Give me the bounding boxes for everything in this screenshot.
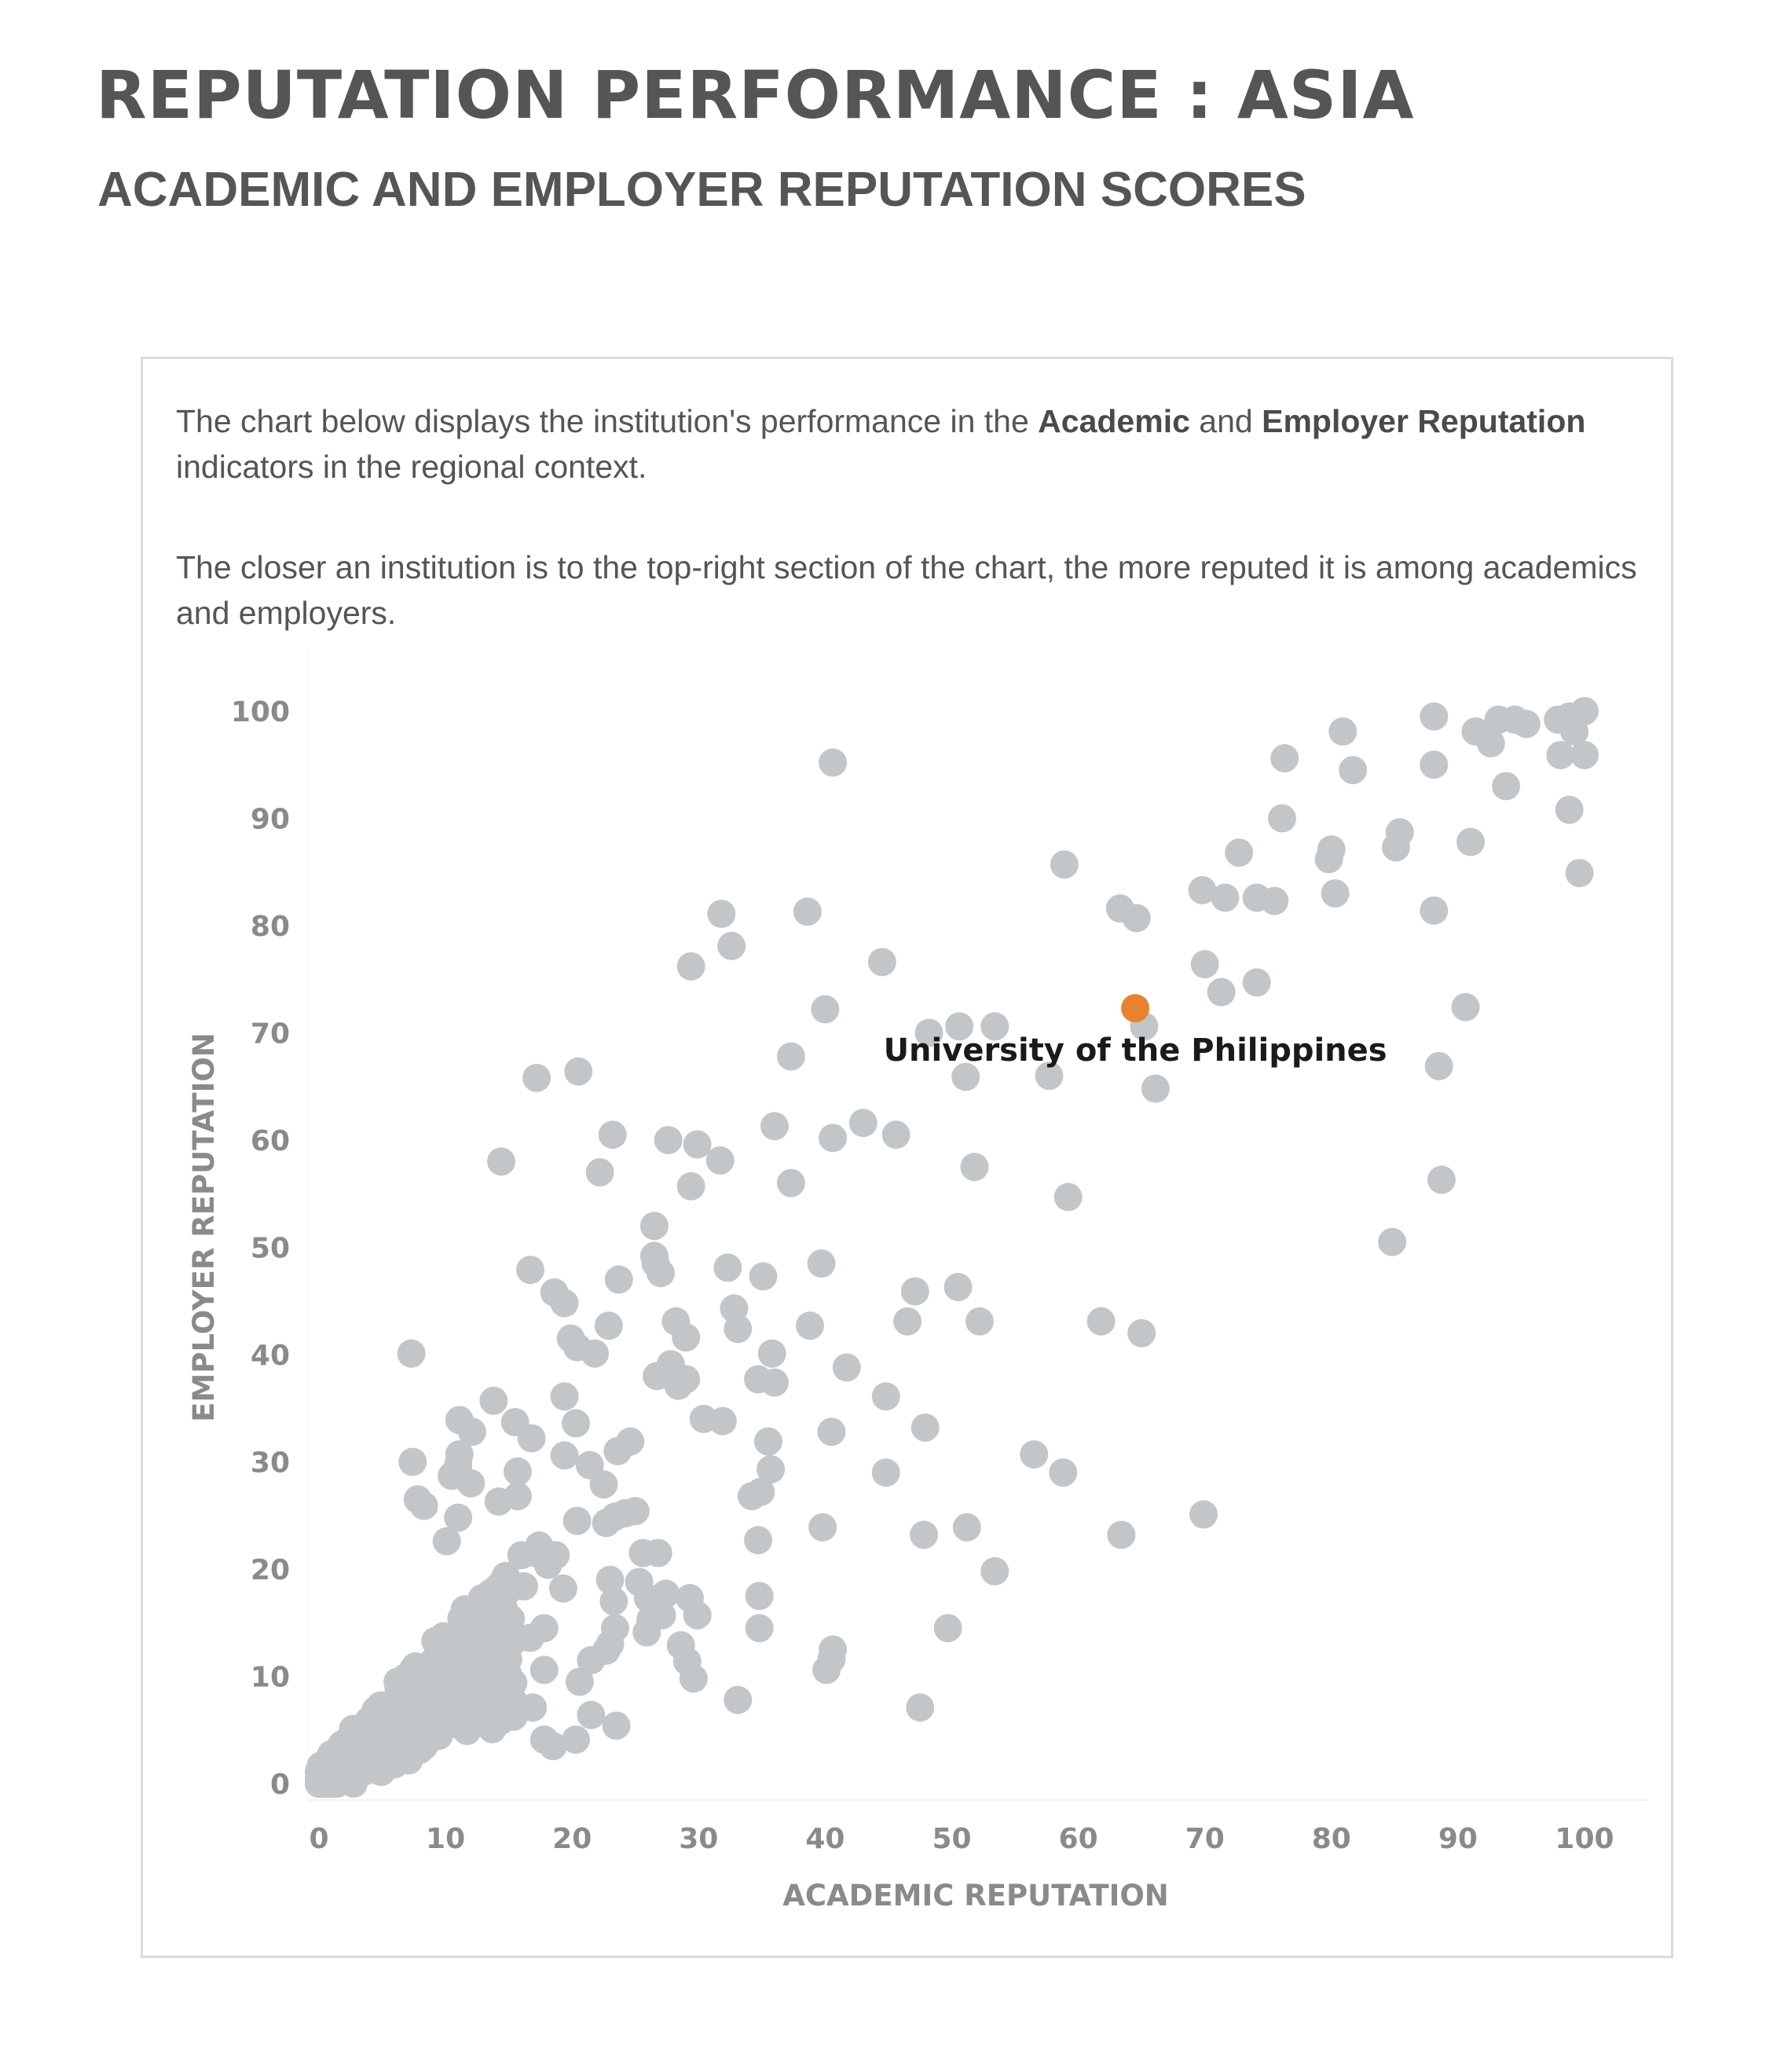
y-tick-label: 60 (250, 1125, 290, 1157)
data-point (910, 1520, 938, 1549)
y-axis-label: EMPLOYER REPUTATION (187, 1032, 221, 1422)
data-point (628, 1539, 657, 1568)
data-point (760, 1112, 789, 1140)
data-point (470, 1668, 498, 1696)
data-point (819, 1635, 847, 1663)
data-point (1321, 879, 1350, 908)
data-point (1566, 859, 1594, 887)
data-point (522, 1064, 551, 1092)
data-point (717, 932, 746, 960)
data-point (640, 1212, 669, 1240)
data-point (1386, 818, 1414, 846)
data-point (387, 1695, 416, 1723)
y-tick-label: 80 (250, 911, 290, 943)
x-tick-label: 10 (426, 1823, 466, 1855)
description-text: and (1189, 403, 1262, 439)
data-point (1555, 796, 1584, 824)
data-point (849, 1109, 878, 1137)
y-axis-ticks (231, 696, 290, 1801)
data-point (485, 1571, 513, 1600)
data-point (817, 1417, 845, 1446)
data-point (551, 1441, 579, 1469)
data-point (504, 1458, 532, 1486)
data-point (447, 1604, 475, 1633)
data-point (672, 1323, 700, 1351)
data-point (793, 897, 822, 926)
data-point (625, 1568, 654, 1596)
data-point (410, 1491, 438, 1520)
data-point (504, 1482, 532, 1510)
data-point (418, 1662, 446, 1690)
data-point (551, 1289, 579, 1317)
data-point (672, 1365, 700, 1393)
data-point (311, 1753, 339, 1781)
x-tick-label: 60 (1058, 1823, 1098, 1855)
data-point (960, 1153, 988, 1181)
x-tick-label: 20 (552, 1823, 592, 1855)
highlight-label: University of the Philippines (883, 1032, 1387, 1069)
data-point (1546, 741, 1574, 769)
data-point (833, 1353, 861, 1381)
data-point (412, 1686, 440, 1714)
data-point (605, 1265, 633, 1293)
data-point (390, 1721, 419, 1749)
y-tick-label: 0 (269, 1769, 290, 1801)
data-point (707, 900, 735, 928)
data-point (599, 1587, 628, 1615)
data-point (603, 1711, 631, 1740)
data-point (358, 1727, 387, 1755)
y-tick-label: 40 (250, 1340, 290, 1372)
data-point (1270, 744, 1299, 772)
data-point (1260, 887, 1288, 915)
data-point (965, 1307, 994, 1336)
data-point (744, 1526, 772, 1554)
data-point (901, 1277, 929, 1305)
data-point (450, 1691, 478, 1719)
data-point (632, 1619, 661, 1647)
data-point (749, 1262, 777, 1290)
scatter-chart (143, 359, 1671, 1956)
data-point (562, 1409, 590, 1437)
data-point (808, 1513, 837, 1542)
data-point (746, 1582, 774, 1610)
data-point (1570, 741, 1599, 769)
data-point (1207, 978, 1236, 1007)
data-point (576, 1451, 604, 1480)
data-point (677, 952, 705, 981)
data-point (796, 1311, 824, 1340)
y-tick-label: 30 (250, 1447, 290, 1480)
data-point (592, 1509, 621, 1537)
data-point (953, 1513, 981, 1542)
data-point (577, 1701, 605, 1729)
data-point (549, 1575, 577, 1603)
data-point (1050, 850, 1079, 878)
data-point (980, 1557, 1009, 1586)
data-point (724, 1315, 752, 1343)
description-paragraph-2: The closer an institution is to the top-right section of the chart, the more reputed it is among academics and employers. (176, 549, 1637, 631)
data-point (677, 1172, 705, 1201)
data-point (906, 1693, 934, 1722)
description-bold-employer: Employer Reputation (1262, 403, 1586, 439)
data-point (777, 1043, 805, 1071)
scatter-points (305, 697, 1599, 1798)
data-point (1225, 838, 1253, 867)
data-point (1456, 828, 1485, 856)
x-tick-label: 50 (932, 1823, 972, 1855)
data-point (541, 1541, 570, 1569)
data-point (445, 1637, 474, 1666)
data-point (1378, 1228, 1406, 1256)
y-tick-label: 50 (250, 1232, 290, 1265)
data-point (1127, 1319, 1156, 1348)
data-point (1211, 884, 1239, 912)
data-point (398, 1340, 426, 1368)
data-point (563, 1507, 592, 1535)
data-point (1452, 993, 1480, 1021)
data-point (1512, 710, 1541, 738)
data-point (706, 1146, 735, 1175)
description-bold-academic: Academic (1038, 403, 1190, 439)
data-point (551, 1382, 579, 1410)
data-point (333, 1727, 361, 1755)
y-tick-label: 70 (250, 1018, 290, 1051)
data-point (1315, 845, 1343, 873)
x-tick-label: 30 (679, 1823, 719, 1855)
data-point (1107, 1520, 1135, 1549)
x-tick-label: 80 (1311, 1823, 1351, 1855)
data-point (595, 1311, 623, 1340)
y-tick-label: 100 (230, 696, 290, 728)
data-point (872, 1382, 900, 1410)
data-point (777, 1169, 805, 1197)
data-point (654, 1126, 683, 1154)
data-point (1427, 1166, 1456, 1194)
data-point (744, 1365, 772, 1393)
y-tick-label: 90 (250, 803, 290, 836)
data-point (530, 1656, 559, 1684)
data-point (647, 1259, 675, 1287)
data-point (1492, 772, 1520, 801)
data-point (872, 1458, 900, 1487)
x-tick-label: 40 (805, 1823, 845, 1855)
data-point (599, 1120, 627, 1149)
data-point (911, 1414, 940, 1442)
data-point (746, 1478, 775, 1506)
data-point (501, 1408, 529, 1436)
data-point (667, 1631, 695, 1659)
data-point (487, 1147, 515, 1175)
data-point (1243, 968, 1271, 996)
data-point (1141, 1074, 1170, 1102)
data-point (1420, 750, 1448, 779)
data-point (456, 1469, 485, 1498)
data-point (1054, 1183, 1083, 1211)
data-point (1049, 1458, 1077, 1487)
data-point (1020, 1440, 1048, 1469)
highlight-point (1121, 994, 1149, 1022)
data-point (944, 1273, 973, 1301)
data-point (868, 948, 896, 976)
data-point (1191, 950, 1219, 978)
x-axis-label: ACADEMIC REPUTATION (782, 1879, 1169, 1912)
data-point (819, 1124, 847, 1152)
data-point (539, 1732, 567, 1760)
data-point (811, 995, 839, 1023)
data-point (1087, 1307, 1116, 1336)
x-tick-label: 90 (1438, 1823, 1478, 1855)
data-point (754, 1428, 782, 1456)
page-title: REPUTATION PERFORMANCE : ASIA (96, 57, 1415, 134)
data-point (1570, 697, 1599, 725)
data-point (934, 1614, 962, 1642)
data-point (1420, 897, 1448, 925)
data-point (586, 1158, 614, 1186)
y-tick-label: 20 (250, 1554, 290, 1586)
page-subtitle: ACADEMIC AND EMPLOYER REPUTATION SCORES (97, 163, 1306, 217)
data-point (1328, 717, 1357, 746)
description-text: indicators in the regional context. (176, 449, 647, 485)
data-point (566, 1667, 594, 1696)
x-tick-label: 70 (1185, 1823, 1225, 1855)
data-point (479, 1387, 507, 1415)
description-text: The chart below displays the institution's performance in the (176, 403, 1039, 439)
data-point (1189, 1500, 1218, 1528)
data-point (683, 1130, 712, 1158)
data-point (516, 1256, 544, 1284)
data-point (603, 1437, 632, 1465)
data-point (564, 1058, 592, 1086)
y-tick-label: 10 (250, 1661, 290, 1694)
data-point (676, 1584, 704, 1612)
x-tick-label: 100 (1555, 1823, 1614, 1855)
data-point (1339, 756, 1367, 784)
data-point (709, 1407, 737, 1436)
data-point (819, 749, 847, 777)
data-point (1268, 805, 1296, 833)
data-point (444, 1503, 472, 1531)
data-point (882, 1120, 910, 1149)
data-point (893, 1307, 921, 1336)
x-tick-label: 0 (309, 1823, 329, 1855)
chart-card (141, 357, 1673, 1958)
data-point (808, 1249, 836, 1278)
data-point (495, 1677, 523, 1705)
data-point (713, 1253, 742, 1282)
data-point (1425, 1052, 1453, 1080)
data-point (746, 1614, 774, 1642)
x-axis-ticks (309, 1823, 1614, 1855)
data-point (581, 1340, 609, 1368)
data-point (1123, 904, 1151, 932)
data-point (758, 1340, 786, 1368)
data-point (1420, 702, 1448, 731)
data-point (398, 1448, 427, 1476)
data-point (724, 1686, 752, 1714)
